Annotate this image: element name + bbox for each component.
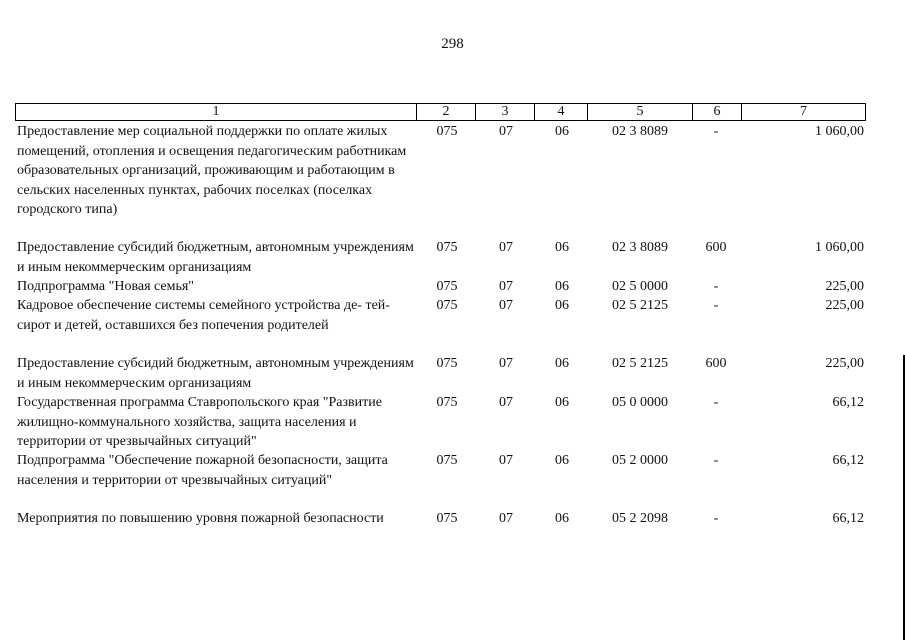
cell-col-4: 06 [555,240,569,255]
cell-col-7: 66,12 [832,511,864,526]
column-header-5: 5 [636,104,644,119]
row-name: Мероприятия по повышению уровня пожарной безопасности [17,511,384,526]
cell-col-6: - [713,124,719,139]
cell-col-6: - [713,453,719,468]
cell-col-2: 075 [436,124,458,139]
cell-col-7: 225,00 [825,298,864,313]
cell-col-7: 1 060,00 [815,124,864,139]
column-header-1: 1 [212,104,220,119]
cell-col-3: 07 [499,453,513,468]
cell-col-2: 075 [436,511,458,526]
cell-col-5: 02 5 0000 [612,279,668,294]
row-name: Предоставление мер социальной поддержки по оплате жилых помещений, отопления и освещения педагогическим работникам образовательных организаций, проживающим и работающим в сельских населенных пунктах, рабочих поселках (поселках городского типа) [17,124,407,217]
cell-col-6: - [713,279,719,294]
cell-col-7: 66,12 [832,453,864,468]
cell-col-7: 66,12 [832,395,864,410]
cell-col-3: 07 [499,279,513,294]
row-name: Подпрограмма "Новая семья" [17,279,195,294]
column-header-6: 6 [713,104,721,119]
cell-col-5: 02 5 2125 [612,356,668,371]
cell-col-3: 07 [499,124,513,139]
cell-col-3: 07 [499,240,513,255]
column-header-7: 7 [800,104,807,119]
cell-col-3: 07 [499,511,513,526]
cell-col-5: 05 2 2098 [612,511,668,526]
cell-col-6: - [713,395,719,410]
cell-col-6: 600 [705,240,727,255]
column-header-2: 2 [442,104,450,119]
cell-col-7: 1 060,00 [815,240,864,255]
cell-col-4: 06 [555,511,569,526]
cell-col-4: 06 [555,356,569,371]
row-name: Подпрограмма "Обеспечение пожарной безопасности, защита населения и территории от чрезвычайных ситуаций" [17,453,388,488]
table-header-row [15,103,866,121]
page-number: 298 [441,36,464,52]
cell-col-2: 075 [436,298,458,313]
cell-col-5: 02 3 8089 [612,240,668,255]
cell-col-6: - [713,511,719,526]
cell-col-4: 06 [555,279,569,294]
cell-col-2: 075 [436,240,458,255]
cell-col-2: 075 [436,356,458,371]
row-name: Предоставление субсидий бюджетным, автономным учреждениям и иным некоммерческим организациям [17,356,414,391]
cell-col-5: 02 5 2125 [612,298,668,313]
row-name: Предоставление субсидий бюджетным, автономным учреждениям и иным некоммерческим организациям [17,240,414,275]
cell-col-6: - [713,298,719,313]
cell-col-2: 075 [436,279,458,294]
column-header-4: 4 [557,104,565,119]
cell-col-2: 075 [436,453,458,468]
cell-col-4: 06 [555,453,569,468]
cell-col-3: 07 [499,298,513,313]
cell-col-2: 075 [436,395,458,410]
cell-col-4: 06 [555,124,569,139]
cell-col-3: 07 [499,356,513,371]
column-header-3: 3 [501,104,509,119]
cell-col-4: 06 [555,395,569,410]
cell-col-7: 225,00 [825,356,864,371]
cell-col-5: 02 3 8089 [612,124,668,139]
cell-col-6: 600 [705,356,727,371]
row-name: Государственная программа Ставропольского края "Развитие жилищно-коммунального хозяйства, защита населения и территории от чрезвычайных ситуаций" [17,395,382,449]
cell-col-3: 07 [499,395,513,410]
cell-col-5: 05 2 0000 [612,453,668,468]
cell-col-5: 05 0 0000 [612,395,668,410]
cell-col-7: 225,00 [825,279,864,294]
cell-col-4: 06 [555,298,569,313]
row-name: Кадровое обеспечение системы семейного устройства де- тей-сирот и детей, оставшихся без попечения родителей [17,298,390,333]
